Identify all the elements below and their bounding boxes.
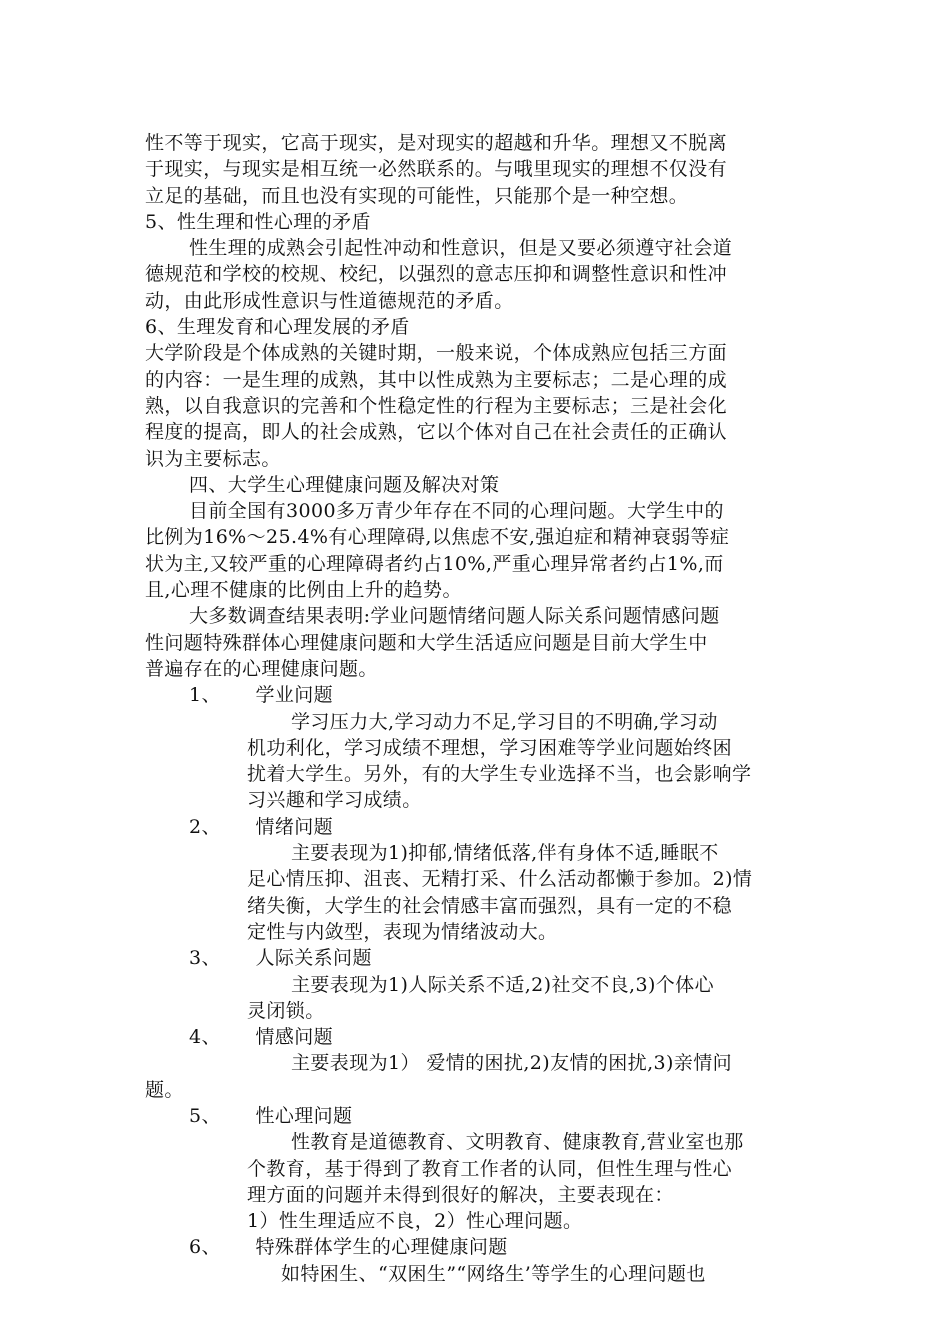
item-number: 4、	[189, 1026, 221, 1049]
text-line: 立足的基础，而且也没有实现的可能性，只能那个是一种空想。	[145, 184, 689, 207]
text-line: 定性与内敛型，表现为情绪波动大。	[247, 920, 558, 943]
list-item-heading	[145, 1234, 810, 1260]
item-title: 特殊群体学生的心理健康问题	[255, 1236, 508, 1259]
text-line: 题。	[145, 1078, 184, 1101]
text-line: 状为主,又较严重的心理障碍者约占10%,严重心理异常者约占1%,而	[145, 552, 724, 575]
list-item-heading	[145, 1024, 810, 1050]
item-title: 情绪问题	[255, 815, 334, 838]
text-line: 主要表现为1)抑郁,情绪低落,伴有身体不适,睡眠不	[291, 842, 719, 865]
text-line: 性教育是道德教育、文明教育、健康教育,营业室也那	[291, 1131, 744, 1154]
text-line: 扰着大学生。另外，有的大学生专业选择不当，也会影响学	[247, 763, 752, 786]
text-line: 主要表现为1)人际关系不适,2)社交不良,3)个体心	[291, 973, 714, 996]
text-line: 足心情压抑、沮丧、无精打采、什么活动都懒于参加。2)情	[247, 868, 753, 891]
text-line: 大多数调查结果表明:学业问题情绪问题人际关系问题情感问题	[189, 605, 720, 628]
text-line: 如特困生、“双困生”“网络生’等学生的心理问题也	[281, 1262, 706, 1285]
list-item-heading	[145, 945, 810, 971]
text-line: 且,心理不健康的比例由上升的趋势。	[145, 579, 462, 602]
list-item-heading	[145, 814, 810, 840]
item-title: 性心理问题	[255, 1104, 353, 1127]
item-title: 学业问题	[255, 684, 334, 707]
item-number: 2、	[189, 815, 221, 838]
text-line: 德规范和学校的校规、校纪，以强烈的意志压抑和调整性意识和性冲	[145, 263, 728, 286]
text-line: 学习压力大,学习动力不足,学习目的不明确,学习动	[291, 710, 718, 733]
item-title: 人际关系问题	[255, 947, 372, 970]
text-line: 的内容：一是生理的成熟，其中以性成熟为主要标志；二是心理的成	[145, 368, 728, 391]
text-line: 理方面的问题并未得到很好的解决，主要表现在：	[247, 1183, 674, 1206]
text-line: 绪失衡，大学生的社会情感丰富而强烈，具有一定的不稳	[247, 894, 733, 917]
text-line: 机功利化，学习成绩不理想，学习困难等学业问题始终困	[247, 736, 733, 759]
item-number: 5、	[189, 1104, 221, 1127]
text-line: 熟，以自我意识的完善和个性稳定性的行程为主要标志；三是社会化	[145, 394, 728, 417]
text-line: 性问题特殊群体心理健康问题和大学生活适应问题是目前大学生中	[145, 631, 708, 654]
text-line: 比例为16%～25.4%有心理障碍,以焦虑不安,强迫症和精神衰弱等症	[145, 526, 730, 549]
text-line: 个教育，基于得到了教育工作者的认同，但性生理与性心	[247, 1157, 733, 1180]
text-line: 性不等于现实，它高于现实，是对现实的超越和升华。理想又不脱离	[145, 132, 728, 154]
text-line: 程度的提高，即人的社会成熟，它以个体对自己在社会责任的正确认	[145, 421, 728, 444]
text-line: 主要表现为1） 爱情的困扰,2)友情的困扰,3)亲情问	[291, 1052, 733, 1075]
section-title: 四、大学生心理健康问题及解决对策	[189, 473, 500, 496]
item-title: 情感问题	[255, 1026, 334, 1049]
item-number: 6、	[189, 1236, 221, 1259]
text-line: 动，由此形成性意识与性道德规范的矛盾。	[145, 289, 514, 312]
item-number: 1、	[189, 684, 221, 707]
text-line: 识为主要标志。	[145, 447, 281, 470]
text-line: 灵闭锁。	[247, 999, 325, 1022]
text-line: 普遍存在的心理健康问题。	[145, 657, 378, 680]
text-line: 大学阶段是个体成熟的关键时期，一般来说，个体成熟应包括三方面	[145, 342, 728, 365]
item-number: 3、	[189, 947, 221, 970]
text-line: 性生理的成熟会引起性冲动和性意识，但是又要必须遵守社会道	[189, 237, 733, 260]
text-line: 1）性生理适应不良，2）性心理问题。	[247, 1210, 583, 1233]
heading-6: 6、生理发育和心理发展的矛盾	[145, 316, 410, 339]
text-line: 习兴趣和学习成绩。	[247, 789, 422, 812]
heading-5: 5、性生理和性心理的矛盾	[145, 210, 371, 233]
intro-paragraph	[145, 130, 810, 1287]
list-item-heading	[145, 1103, 810, 1129]
text-line: 于现实，与现实是相互统一必然联系的。与哦里现实的理想不仅没有	[145, 158, 728, 181]
text-line: 目前全国有3000多万青少年存在不同的心理问题。大学生中的	[189, 500, 724, 523]
list-item-heading	[145, 682, 810, 708]
